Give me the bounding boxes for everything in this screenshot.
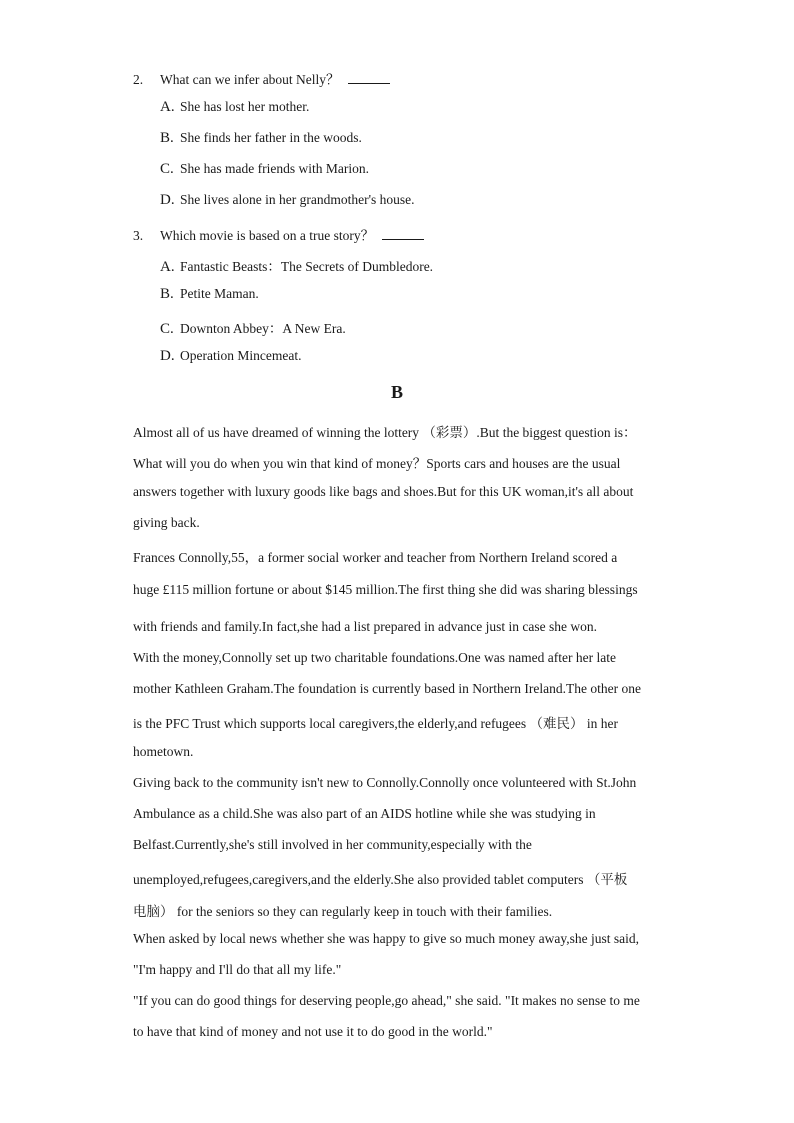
option-text: Downton Abbey：A New Era. [180, 321, 346, 336]
option-2c[interactable] [160, 161, 369, 178]
passage-line: hometown. [133, 744, 194, 759]
option-3a[interactable] [160, 255, 433, 276]
option-text: Operation Mincemeat. [180, 348, 302, 363]
passage-line: 电脑） for the seniors so they can regularly keep in touch with their families. [133, 904, 553, 919]
option-letter: D. [160, 192, 175, 208]
passage-line: Belfast.Currently,she's still involved in her community,especially with the [133, 837, 532, 852]
passage-line: is the PFC Trust which supports local caregivers,the elderly,and refugees （难民） in her [133, 716, 619, 731]
question-text: Which movie is based on a true story？ [160, 228, 375, 243]
option-letter: A. [160, 259, 175, 275]
passage-line: huge £115 million fortune or about $145 million.The first thing she did was sharing blessings [133, 582, 638, 597]
question-2 [133, 68, 390, 88]
option-text: She finds her father in the woods. [180, 130, 362, 145]
passage-line: Frances Connolly,55，a former social worker and teacher from Northern Ireland scored a [133, 550, 618, 565]
passage-line: When asked by local news whether she was happy to give so much money away,she just said, [133, 931, 639, 946]
option-text: Fantastic Beasts：The Secrets of Dumbledore. [180, 259, 434, 274]
passage-line: with friends and family.In fact,she had a list prepared in advance just in case she won. [133, 619, 597, 634]
option-letter: C. [160, 321, 174, 337]
option-text: Petite Maman. [180, 286, 259, 301]
question-number: 3. [133, 228, 144, 243]
passage-line: What will you do when you win that kind of money？Sports cars and houses are the usual [133, 456, 621, 471]
option-2d[interactable] [160, 192, 415, 209]
question-3 [133, 224, 424, 244]
question-text: What can we infer about Nelly？ [160, 72, 340, 87]
passage-line: unemployed,refugees,caregivers,and the elderly.She also provided tablet computers （平板 [133, 872, 628, 887]
passage-line: answers together with luxury goods like bags and shoes.But for this UK woman,it's all about [133, 484, 634, 499]
question-number: 2. [133, 72, 144, 87]
option-text: She lives alone in her grandmother's house. [180, 192, 415, 207]
option-2b[interactable] [160, 130, 362, 147]
answer-blank[interactable] [382, 227, 424, 240]
option-letter: A. [160, 99, 175, 115]
option-letter: B. [160, 130, 174, 146]
answer-blank[interactable] [348, 71, 390, 84]
section-heading: B [390, 382, 403, 402]
option-3c[interactable] [160, 317, 346, 338]
passage-line: Almost all of us have dreamed of winning the lottery （彩票）.But the biggest question is： [133, 425, 637, 440]
passage-line: "I'm happy and I'll do that all my life." [133, 962, 342, 977]
passage-line: giving back. [133, 515, 200, 530]
option-text: She has lost her mother. [180, 99, 310, 114]
option-letter: D. [160, 348, 175, 364]
passage-line: With the money,Connolly set up two charitable foundations.One was named after her late [133, 650, 616, 665]
passage-line: Giving back to the community isn't new to Connolly.Connolly once volunteered with St.John [133, 775, 637, 790]
option-text: She has made friends with Marion. [180, 161, 369, 176]
passage-line: to have that kind of money and not use it to do good in the world." [133, 1024, 493, 1039]
option-letter: C. [160, 161, 174, 177]
passage-line: "If you can do good things for deserving people,go ahead," she said. "It makes no sense to me [133, 993, 640, 1008]
option-3d[interactable] [160, 348, 301, 365]
option-2a[interactable] [160, 99, 309, 116]
passage-line: mother Kathleen Graham.The foundation is currently based in Northern Ireland.The other one [133, 681, 641, 696]
passage-line: Ambulance as a child.She was also part of an AIDS hotline while she was studying in [133, 806, 596, 821]
option-letter: B. [160, 286, 174, 302]
option-3b[interactable] [160, 286, 259, 303]
